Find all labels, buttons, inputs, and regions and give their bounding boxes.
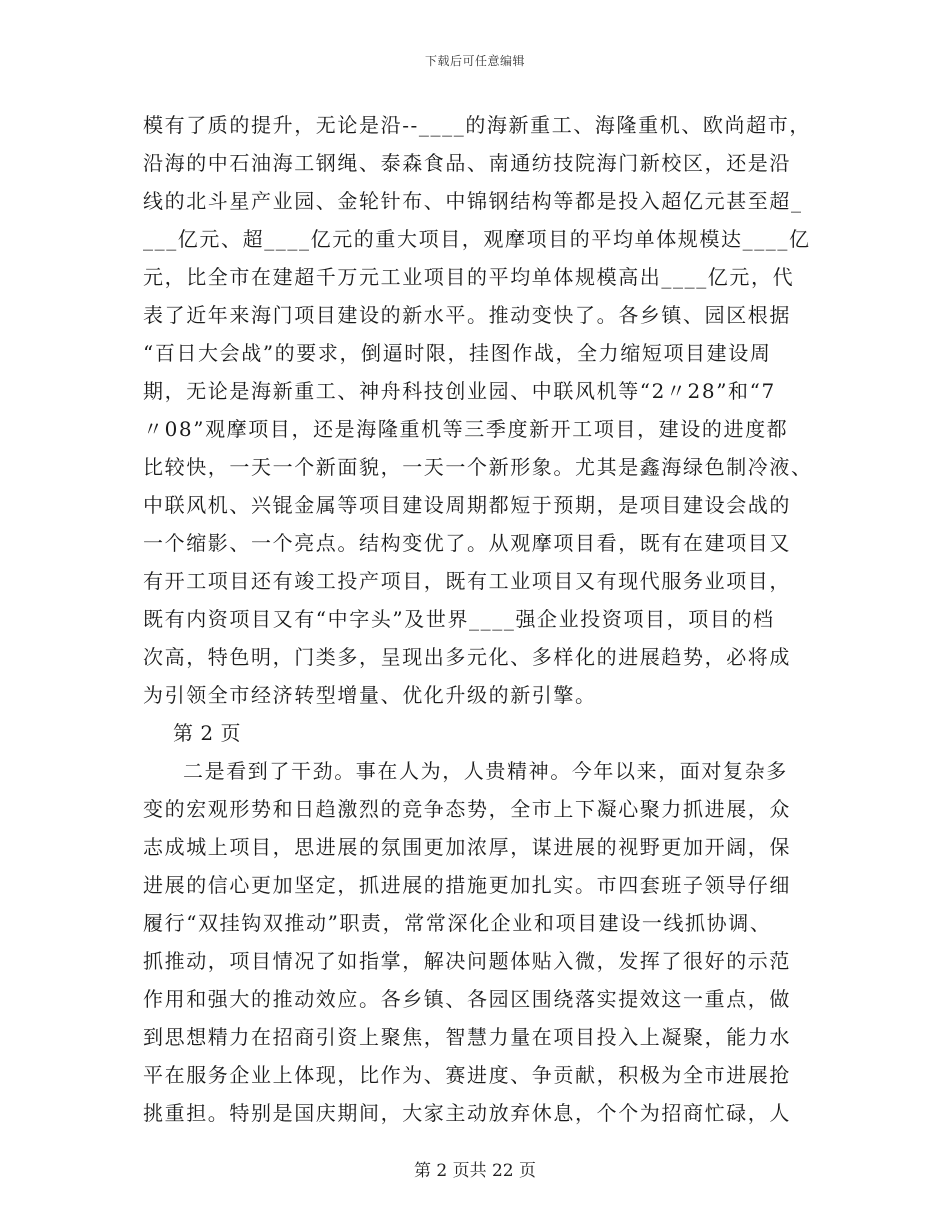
- document-body: [143, 106, 813, 1132]
- text-line: 线的北斗星产业园、金轮针布、中锦钢结构等都是投入超亿元甚至超_: [143, 189, 803, 213]
- text-line: 履行“双挂钩双推动”职责，常常深化企业和项目建设一线抓协调、: [143, 911, 772, 935]
- text-line: 二是看到了干劲。事在人为，人贵精神。今年以来，面对复杂多: [183, 759, 788, 783]
- page-marker: 第 2 页: [173, 721, 241, 745]
- text-line: “百日大会战”的要求，倒逼时限，挂图作战，全力缩短项目建设周: [143, 341, 772, 365]
- text-line: 中联风机、兴锟金属等项目建设周期都短于预期，是项目建设会战的: [143, 493, 791, 517]
- text-line: 进展的信心更加坚定，抓进展的措施更加扎实。市四套班子领导仔细: [143, 873, 791, 897]
- text-line: 期，无论是海新重工、神舟科技创业园、中联风机等“2〃28”和“7: [143, 379, 776, 403]
- text-line: 一个缩影、一个亮点。结构变优了。从观摩项目看，既有在建项目又: [143, 531, 791, 555]
- page-footer: 第 2 页共 22 页: [413, 1161, 537, 1181]
- text-line: 〃08”观摩项目，还是海隆重机等三季度新开工项目，建设的进度都: [143, 417, 789, 441]
- text-line: 挑重担。特别是国庆期间，大家主动放弃休息，个个为招商忙碌，人: [143, 1101, 791, 1125]
- text-line: 为引领全市经济转型增量、优化升级的新引擎。: [143, 683, 597, 707]
- text-line: 到思想精力在招商引资上聚焦，智慧力量在项目投入上凝聚，能力水: [143, 1025, 791, 1049]
- paragraph: [143, 106, 813, 714]
- text-line: 既有内资项目又有“中字头”及世界____强企业投资项目，项目的档: [143, 607, 775, 631]
- text-line: 次高，特色明，门类多，呈现出多元化、多样化的进展趋势，必将成: [143, 645, 791, 669]
- text-line: ___亿元、超____亿元的重大项目，观摩项目的平均单体规模达____亿: [143, 227, 811, 251]
- text-line: 表了近年来海门项目建设的新水平。推动变快了。各乡镇、园区根据: [143, 303, 791, 327]
- text-line: 有开工项目还有竣工投产项目，既有工业项目又有现代服务业项目，: [143, 569, 791, 593]
- text-line: 沿海的中石油海工钢绳、泰森食品、南通纺技院海门新校区，还是沿: [143, 151, 791, 175]
- text-line: 志成城上项目，思进展的氛围更加浓厚，谋进展的视野更加开阔，保: [143, 835, 791, 859]
- paragraph: [143, 752, 808, 1132]
- text-line: 比较快，一天一个新面貌，一天一个新形象。尤其是鑫海绿色制冷液、: [143, 455, 813, 479]
- text-line: 作用和强大的推动效应。各乡镇、各园区围绕落实提效这一重点，做: [143, 987, 791, 1011]
- text-line: 变的宏观形势和日趋激烈的竞争态势，全市上下凝心聚力抓进展，众: [143, 797, 791, 821]
- page-header: 下载后可任意编辑: [424, 54, 525, 68]
- text-line: 平在服务企业上体现，比作为、赛进度、争贡献，积极为全市进展抢: [143, 1063, 791, 1087]
- text-line: 抓推动，项目情况了如指掌，解决问题体贴入微，发挥了很好的示范: [143, 949, 791, 973]
- text-line: 元，比全市在建超千万元工业项目的平均单体规模高出____亿元，代: [143, 265, 795, 289]
- text-line: 模有了质的提升，无论是沿--____的海新重工、海隆重机、欧尚超市，: [143, 113, 811, 137]
